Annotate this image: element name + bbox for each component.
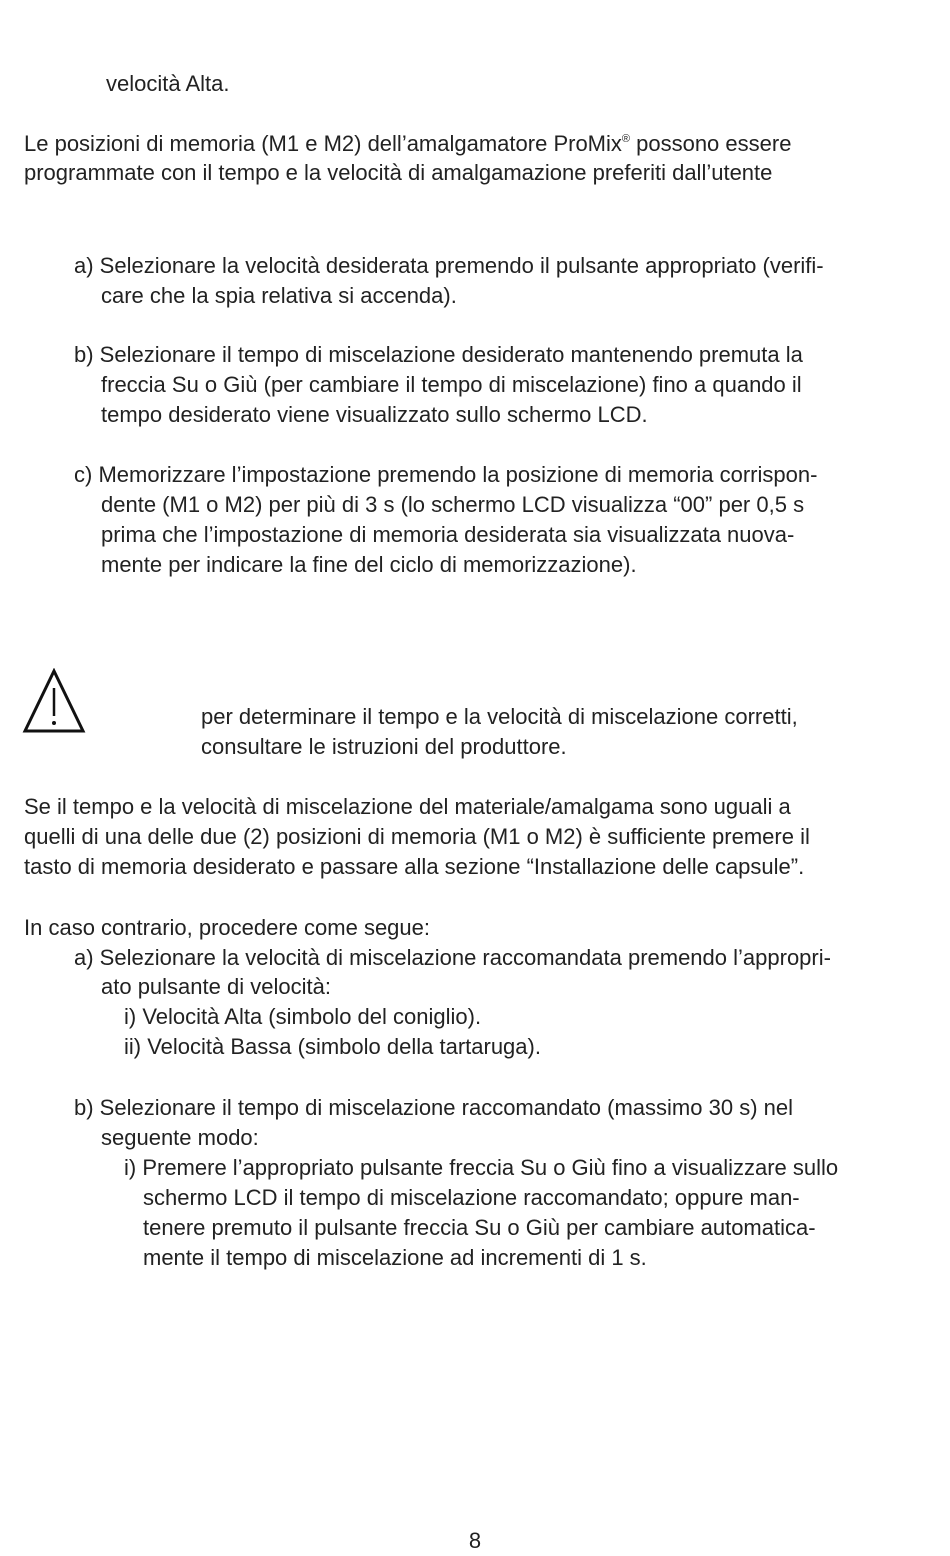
warning-line-2: consultare le istruzioni del produttore.	[201, 734, 567, 759]
otherwise-step-b-sub-i-line-2: schermo LCD il tempo di miscelazione raccomandato; oppure man-	[143, 1185, 800, 1210]
same-settings-line-2: quelli di una delle due (2) posizioni di memoria (M1 o M2) è sufficiente premere il	[24, 824, 810, 849]
otherwise-step-b-line-1: b) Selezionare il tempo di miscelazione raccomandato (massimo 30 s) nel	[74, 1095, 793, 1120]
memory-step-b-line-3: tempo desiderato viene visualizzato sullo schermo LCD.	[101, 402, 648, 427]
same-settings-line-1: Se il tempo e la velocità di miscelazione del materiale/amalgama sono uguali a	[24, 794, 791, 819]
memory-step-a-line-1: a) Selezionare la velocità desiderata premendo il pulsante appropriato (verifi-	[74, 253, 824, 278]
otherwise-intro: In caso contrario, procedere come segue:	[24, 915, 431, 940]
otherwise-step-a-line-2: ato pulsante di velocità:	[101, 974, 331, 999]
warning-line-1: per determinare il tempo e la velocità di miscelazione corretti,	[201, 704, 798, 729]
otherwise-step-a-sub-i: i) Velocità Alta (simbolo del coniglio).	[124, 1004, 482, 1029]
memory-step-a-line-2: care che la spia relativa si accenda).	[101, 283, 457, 308]
top-line: velocità Alta.	[106, 71, 230, 96]
memory-step-c-line-3: prima che l’impostazione di memoria desiderata sia visualizzata nuova-	[101, 522, 795, 547]
otherwise-step-a-sub-ii: ii) Velocità Bassa (simbolo della tartaruga).	[124, 1034, 541, 1059]
memory-intro-line-2: programmate con il tempo e la velocità di amalgamazione preferiti dall’utente	[24, 160, 773, 185]
warning-triangle-icon	[22, 668, 86, 734]
memory-step-b-line-2: freccia Su o Giù (per cambiare il tempo di miscelazione) fino a quando il	[101, 372, 802, 397]
page-number: 8	[468, 1528, 482, 1553]
memory-step-b-line-1: b) Selezionare il tempo di miscelazione desiderato mantenendo premuta la	[74, 342, 803, 367]
otherwise-step-b-sub-i-line-1: i) Premere l’appropriato pulsante freccia Su o Giù fino a visualizzare sullo	[124, 1155, 839, 1180]
otherwise-step-b-sub-i-line-4: mente il tempo di miscelazione ad incrementi di 1 s.	[143, 1245, 647, 1270]
memory-step-c-line-2: dente (M1 o M2) per più di 3 s (lo schermo LCD visualizza “00” per 0,5 s	[101, 492, 805, 517]
memory-step-c-line-1: c) Memorizzare l’impostazione premendo la posizione di memoria corrispon-	[74, 462, 818, 487]
memory-step-c-line-4: mente per indicare la fine del ciclo di memorizzazione).	[101, 552, 637, 577]
same-settings-line-3: tasto di memoria desiderato e passare alla sezione “Installazione delle capsule”.	[24, 854, 805, 879]
memory-intro-line-1: Le posizioni di memoria (M1 e M2) dell’amalgamatore ProMix® possono essere	[24, 131, 792, 156]
otherwise-step-a-line-1: a) Selezionare la velocità di miscelazione raccomandata premendo l’appropri-	[74, 945, 831, 970]
otherwise-step-b-sub-i-line-3: tenere premuto il pulsante freccia Su o Giù per cambiare automatica-	[143, 1215, 816, 1240]
otherwise-step-b-line-2: seguente modo:	[101, 1125, 259, 1150]
